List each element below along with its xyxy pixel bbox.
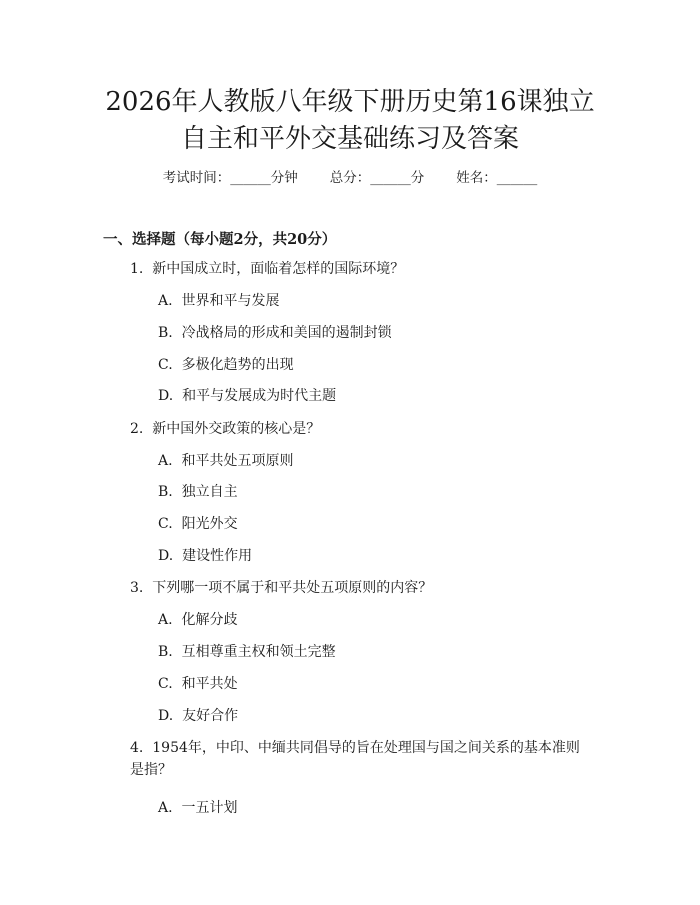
option-text: 冷战格局的形成和美国的遏制封锁 [181,325,392,341]
option [158,481,238,503]
question [130,737,590,781]
option [158,385,336,407]
option-label: D. [158,548,174,564]
option-label: A. [158,453,173,469]
document-title-line-1: 2026年人教版八年级下册历史第16课独立 [105,87,595,117]
exam-meta [0,168,700,188]
option-label: B. [158,644,173,660]
question-text: 1954年，中印、中缅共同倡导的旨在处理国与国之间关系的基本准则是指？ [130,740,580,778]
option-text: 多极化趋势的出现 [181,357,294,373]
option-text: 建设性作用 [182,548,253,564]
option-label: A. [158,293,173,309]
option-text: 互相尊重主权和领土完整 [181,644,336,660]
option-text: 和平与发展成为时代主题 [182,388,337,404]
option-label: C. [158,676,173,692]
option [158,797,237,819]
option-text: 一五计划 [181,800,238,816]
option-text: 友好合作 [182,708,239,724]
question-number: 4. [130,740,144,756]
option [158,450,293,472]
option-text: 独立自主 [181,484,238,500]
option [158,545,252,567]
option [158,290,279,312]
option [158,641,336,663]
option-text: 和平共处五项原则 [181,453,294,469]
option-label: B. [158,325,173,341]
question [130,258,404,280]
option-label: B. [158,484,173,500]
option [158,673,238,695]
question-number: 3. [130,580,144,596]
option [158,354,294,376]
option [158,609,237,631]
question-text: 新中国外交政策的核心是？ [152,421,321,437]
option [158,513,238,535]
option-label: A. [158,800,173,816]
option-label: A. [158,612,173,628]
question-text: 新中国成立时，面临着怎样的国际环境？ [152,261,405,277]
question-number: 1. [130,261,144,277]
option-label: D. [158,388,174,404]
option [158,705,238,727]
option [158,322,392,344]
document-title-line-2: 自主和平外交基础练习及答案 [180,124,519,154]
question [130,418,320,440]
option-text: 和平共处 [181,676,238,692]
question [130,577,432,599]
option-label: D. [158,708,174,724]
question-text: 下列哪一项不属于和平共处五项原则的内容？ [152,580,433,596]
exam-time: 考试时间：______分钟 [162,170,298,186]
question-number: 2. [130,421,144,437]
option-label: C. [158,516,173,532]
option-text: 化解分歧 [181,612,238,628]
exam-name: 姓名：______ [456,170,538,186]
option-text: 阳光外交 [181,516,238,532]
option-text: 世界和平与发展 [181,293,280,309]
option-label: C. [158,357,173,373]
section-heading: 一、选择题（每小题2分，共20分） [103,231,337,248]
exam-total-score: 总分：______分 [329,170,425,186]
